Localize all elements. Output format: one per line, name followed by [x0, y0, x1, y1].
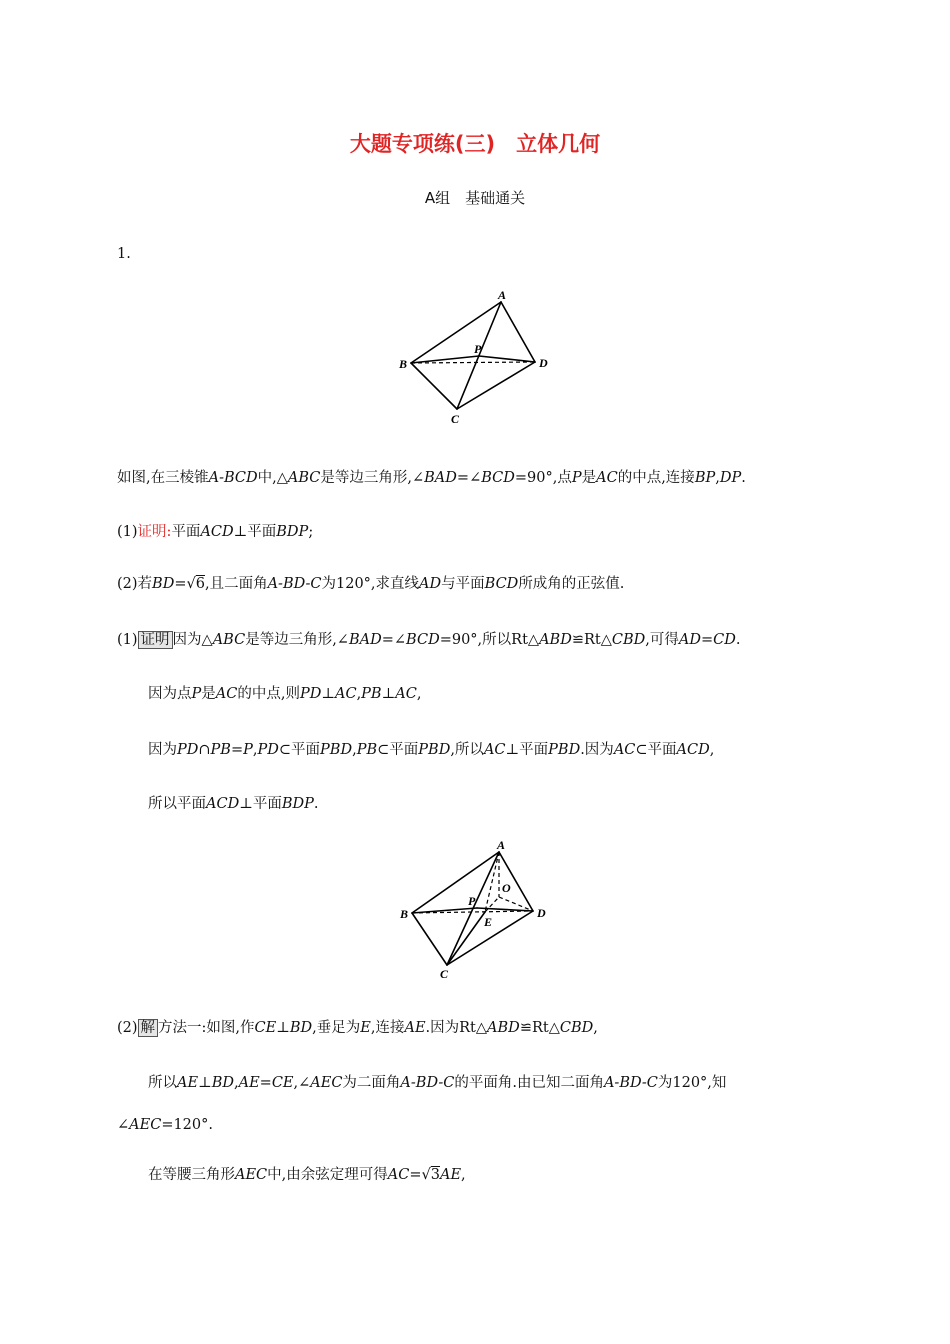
- text: (1): [117, 632, 138, 648]
- text: A-BD-C: [400, 1075, 455, 1091]
- proof-box: 证明: [138, 631, 173, 649]
- text: .因为: [580, 742, 614, 758]
- text: (1): [117, 524, 138, 540]
- text: BD: [152, 576, 175, 592]
- text: 方法一:如图,作: [158, 1020, 255, 1036]
- text: AEC: [310, 1075, 343, 1091]
- text: ≌Rt△: [571, 632, 612, 648]
- text: ABD: [539, 632, 572, 648]
- text: CD: [713, 632, 736, 648]
- text: ACD: [200, 524, 234, 540]
- text: 是: [201, 686, 216, 702]
- text: ,: [593, 1020, 598, 1036]
- label-o: O: [502, 881, 511, 895]
- text: PBD: [418, 742, 451, 758]
- text: ⊥: [321, 686, 335, 702]
- text: ,: [356, 686, 362, 702]
- text: ⊥平面: [505, 742, 549, 758]
- page-title: 大题专项练(三) 立体几何: [349, 132, 601, 156]
- text: P: [243, 742, 253, 758]
- text: =∠: [381, 632, 407, 648]
- solution-1-line-2: [148, 684, 421, 704]
- solution-2-line-4: [148, 1165, 466, 1185]
- problem-number: 1.: [117, 246, 131, 262]
- text: 在等腰三角形: [148, 1167, 235, 1183]
- text: =90°,点: [514, 470, 572, 486]
- text: AC: [613, 742, 636, 758]
- label-b: B: [400, 907, 409, 921]
- section-subtitle: A组 基础通关: [424, 189, 526, 207]
- text: AC: [387, 1167, 410, 1183]
- label-d: D: [537, 906, 546, 920]
- text: ≌Rt△: [519, 1020, 560, 1036]
- text: ,: [709, 742, 715, 758]
- text: ;: [308, 524, 314, 540]
- text: ,: [715, 470, 720, 486]
- text: 为120°,求直线: [321, 576, 420, 592]
- text: =: [409, 1167, 422, 1183]
- text: ,∠: [293, 1075, 311, 1091]
- text: ⊂平面: [377, 742, 419, 758]
- text: E: [360, 1020, 371, 1036]
- edge-ce: [447, 912, 485, 965]
- text: 的中点,连接: [617, 470, 695, 486]
- solution-2-line-3: [117, 1115, 213, 1135]
- text: =: [700, 632, 714, 648]
- text: ,: [352, 742, 357, 758]
- label-a: A: [498, 288, 507, 302]
- text: AC: [596, 470, 618, 486]
- text: 为120°,知: [657, 1075, 727, 1091]
- text: .: [741, 470, 746, 486]
- text: ,所以: [450, 742, 484, 758]
- text: =: [174, 576, 187, 592]
- label-b: B: [399, 357, 408, 371]
- edge-ab: [412, 852, 499, 913]
- text: ⊂平面: [278, 742, 321, 758]
- text: AC: [483, 742, 506, 758]
- text: 所以平面: [148, 796, 206, 812]
- text: =: [259, 1075, 272, 1091]
- text: AEC: [129, 1117, 162, 1133]
- text: 所成角的正弦值.: [518, 576, 625, 592]
- text: ⊥平面: [233, 524, 277, 540]
- sqrt-symbol: √: [186, 576, 196, 592]
- text: =: [230, 742, 244, 758]
- text: 因为△: [172, 632, 213, 648]
- text: AEC: [235, 1167, 268, 1183]
- text: ⊥: [276, 1020, 290, 1036]
- text: ACD: [206, 796, 240, 812]
- edge-ab: [411, 302, 501, 363]
- text: (2): [117, 1020, 138, 1036]
- text: BD: [289, 1020, 313, 1036]
- text: ⊥: [198, 1075, 212, 1091]
- text: BDP: [276, 524, 309, 540]
- solution-2-line-2: [148, 1073, 726, 1093]
- text: AE: [404, 1020, 426, 1036]
- text: PB: [356, 742, 378, 758]
- label-c: C: [451, 412, 460, 426]
- text: CBD: [611, 632, 646, 648]
- text: ,垂足为: [312, 1020, 361, 1036]
- text: =∠: [456, 470, 482, 486]
- text: ABC: [212, 632, 246, 648]
- text: BD: [211, 1075, 234, 1091]
- text: 为二面角: [342, 1075, 401, 1091]
- text: ,且二面角: [204, 576, 268, 592]
- solution-1-line-1: [117, 630, 740, 650]
- text: BAD: [424, 470, 457, 486]
- sqrt-symbol: √: [421, 1167, 431, 1183]
- edge-bc: [412, 913, 447, 965]
- figure-tetrahedron-2: [390, 832, 560, 982]
- text: ,: [233, 1075, 239, 1091]
- problem-statement: [117, 468, 746, 488]
- text: ACD: [676, 742, 710, 758]
- solution-2-line-1: [117, 1018, 598, 1038]
- text: AC: [395, 686, 417, 702]
- label-e: E: [484, 915, 493, 929]
- text: ⊥: [381, 686, 396, 702]
- text: PBD: [320, 742, 353, 758]
- text: =120°.: [161, 1117, 213, 1133]
- text: ,: [461, 1167, 466, 1183]
- text: ,: [416, 686, 422, 702]
- text: AC: [215, 686, 238, 702]
- text: ⊥平面: [239, 796, 282, 812]
- text: ∩: [198, 742, 211, 758]
- text: PB: [361, 686, 382, 702]
- text: AD: [419, 576, 442, 592]
- edge-ad: [501, 302, 535, 362]
- solution-box: 解: [138, 1019, 159, 1037]
- text: PBD: [548, 742, 581, 758]
- text: 的平面角.由已知二面角: [454, 1075, 604, 1091]
- text: BP: [694, 470, 716, 486]
- label-a: A: [497, 838, 506, 852]
- edge-bd-hidden: [411, 362, 535, 363]
- text: 是等边三角形,∠: [320, 470, 425, 486]
- text: A-BD-C: [603, 1075, 658, 1091]
- edge-pd: [479, 356, 535, 362]
- text: DP: [719, 470, 742, 486]
- text: A-BD-C: [267, 576, 322, 592]
- text: CE: [271, 1075, 294, 1091]
- text: .因为Rt△: [425, 1020, 488, 1036]
- text: PB: [210, 742, 231, 758]
- text: 是: [581, 470, 597, 486]
- text: AC: [334, 686, 357, 702]
- text: ,可得: [645, 632, 679, 648]
- text: BCD: [481, 470, 515, 486]
- text: ⊂平面: [635, 742, 677, 758]
- text: BCD: [484, 576, 519, 592]
- text: 平面: [171, 524, 201, 540]
- text: AD: [678, 632, 701, 648]
- text: 是等边三角形,∠: [245, 632, 349, 648]
- text: 中,△: [257, 470, 288, 486]
- text: 所以: [148, 1075, 177, 1091]
- text: 的中点,则: [237, 686, 300, 702]
- text: ,: [252, 742, 258, 758]
- text: .: [313, 796, 319, 812]
- figure-tetrahedron-1: [390, 282, 560, 428]
- text: A-BCD: [208, 470, 258, 486]
- text: PD: [177, 742, 199, 758]
- text: PD: [299, 686, 322, 702]
- edge-bc: [411, 363, 457, 409]
- text: P: [571, 470, 582, 486]
- edge-cd: [457, 362, 535, 409]
- text: (2)若: [117, 576, 153, 592]
- text: BAD: [348, 632, 382, 648]
- question-2: [117, 574, 624, 594]
- question-1: [117, 522, 313, 542]
- text: 6: [195, 576, 205, 592]
- label-p: P: [474, 342, 482, 356]
- text: 中,由余弦定理可得: [267, 1167, 388, 1183]
- solution-1-line-4: [148, 794, 319, 814]
- text: 如图,在三棱锥: [117, 470, 209, 486]
- text: ,连接: [370, 1020, 405, 1036]
- text: AE: [238, 1075, 260, 1091]
- text: PD: [257, 742, 279, 758]
- text: =90°,所以Rt△: [439, 632, 540, 648]
- text: 因为: [148, 742, 177, 758]
- text: 与平面: [441, 576, 485, 592]
- text: P: [191, 686, 202, 702]
- text: AE: [439, 1167, 462, 1183]
- label-p: P: [468, 894, 476, 908]
- text: 因为点: [148, 686, 192, 702]
- text: .: [735, 632, 741, 648]
- text: CBD: [559, 1020, 594, 1036]
- text: BDP: [281, 796, 314, 812]
- label-c: C: [440, 967, 449, 981]
- text: CE: [254, 1020, 277, 1036]
- text: ABC: [287, 470, 321, 486]
- text: BCD: [406, 632, 440, 648]
- text: AE: [177, 1075, 199, 1091]
- label-d: D: [539, 356, 548, 370]
- solution-1-line-3: [148, 740, 714, 760]
- text: ∠: [117, 1117, 130, 1133]
- proof-tag: 证明:: [137, 524, 172, 540]
- text: ABD: [487, 1020, 520, 1036]
- text: 3: [430, 1167, 440, 1183]
